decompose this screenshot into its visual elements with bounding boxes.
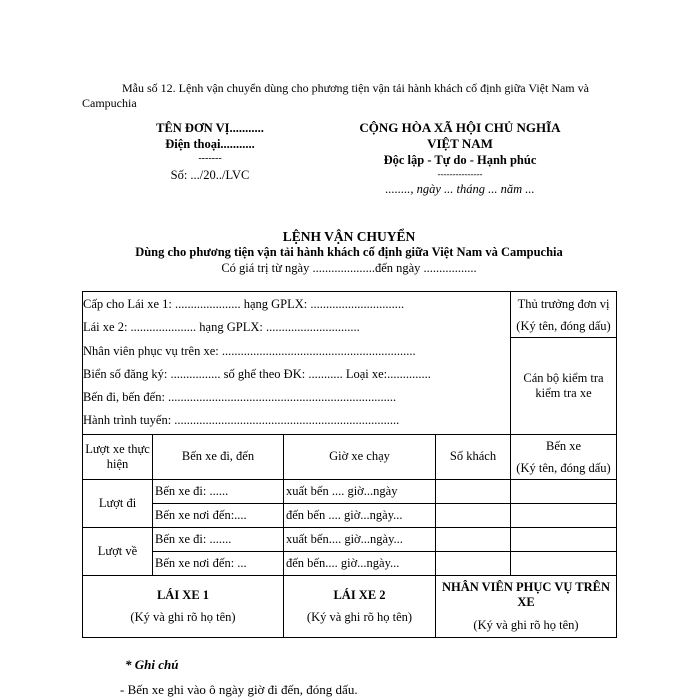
form-number-note: Mẫu số 12. Lệnh vận chuyển dùng cho phương tiện vận tải hành khách cố định giữa Việt Nam và Campuchia <box>82 81 589 110</box>
place-date: ........, ngày ... tháng ... năm ... <box>385 182 535 196</box>
head-title: Thủ trưởng đơn vị <box>517 296 610 311</box>
document-title: LỆNH VẬN CHUYỂN <box>282 229 416 244</box>
vehicle-line[interactable]: Biển số đăng ký: ................ số ghế theo ĐK: ........... Loại xe:.............. <box>83 366 431 381</box>
head-sign-note: (Ký tên, đóng dấu) <box>516 318 611 333</box>
title-block <box>82 229 616 276</box>
driver1-sign-title: LÁI XE 1 <box>156 588 210 603</box>
outbound-passengers-arrive[interactable] <box>436 503 511 527</box>
return-label: Lượt về <box>83 527 153 575</box>
driver2-signature[interactable] <box>284 575 436 637</box>
notes-title: * Ghi chú <box>125 657 179 672</box>
outbound-stamp-arrive[interactable] <box>511 503 617 527</box>
outbound-label: Lượt đi <box>83 479 153 527</box>
trip-header: Lượt xe thực hiện <box>83 434 153 479</box>
right-header <box>330 120 590 198</box>
bus-station-header <box>511 434 617 479</box>
document-number: Số: .../20../LVC <box>170 168 250 182</box>
return-arrive-station[interactable]: Bến xe nơi đến: ... <box>153 551 284 575</box>
route-stations-line[interactable]: Bến đi, bến đến: ......................................................................... <box>83 390 397 405</box>
inspector-box <box>511 338 617 435</box>
attendant-sign-title: NHÂN VIÊN PHỤC VỤ TRÊN XE <box>441 579 611 609</box>
outbound-stamp-depart[interactable] <box>511 479 617 503</box>
nation-title: CỘNG HÒA XÃ HỘI CHỦ NGHĨA VIỆT NAM <box>359 120 561 151</box>
return-passengers-arrive[interactable] <box>436 551 511 575</box>
outbound-arrive-time[interactable]: đến bến .... giờ...ngày... <box>284 503 436 527</box>
driver2-sign-note: (Ký và ghi rõ họ tên) <box>306 610 413 625</box>
passengers-header: Số khách <box>436 434 511 479</box>
driver2-line[interactable]: Lái xe 2: ..................... hạng GPLX: .............................. <box>83 320 360 335</box>
driver1-signature[interactable] <box>83 575 284 637</box>
return-arrive-time[interactable]: đến bến.... giờ...ngày... <box>284 551 436 575</box>
outbound-passengers-depart[interactable] <box>436 479 511 503</box>
right-divider: --------------- <box>437 169 483 179</box>
bus-station-label: Bến xe <box>545 438 582 453</box>
outbound-arrive-station[interactable]: Bến xe nơi đến:.... <box>153 503 284 527</box>
attendant-signature[interactable] <box>436 575 617 637</box>
info-block <box>83 292 511 435</box>
attendant-line[interactable]: Nhân viên phục vụ trên xe: .............................................................. <box>83 343 416 358</box>
driver1-sign-note: (Ký và ghi rõ họ tên) <box>130 610 236 625</box>
return-depart-station[interactable]: Bến xe đi: ....... <box>153 527 284 551</box>
return-depart-time[interactable]: xuất bến.... giờ...ngày... <box>284 527 436 551</box>
driver2-sign-title: LÁI XE 2 <box>333 588 386 603</box>
notes-line-1: - Bến xe ghi vào ô ngày giờ đi đến, đóng dấu. <box>120 682 358 697</box>
unit-name: TÊN ĐƠN VỊ........... <box>156 121 264 135</box>
itinerary-line[interactable]: Hành trình tuyến: ........................................................................ <box>83 413 400 428</box>
outbound-depart-time[interactable]: xuất bến .... giờ...ngày <box>284 479 436 503</box>
time-header: Giờ xe chạy <box>284 434 436 479</box>
document-subtitle: Dùng cho phương tiện vận tải hành khách cố định giữa Việt Nam và Campuchia <box>135 245 563 259</box>
return-stamp-arrive[interactable] <box>511 551 617 575</box>
bus-station-sign: (Ký tên, đóng dấu) <box>516 460 611 475</box>
transport-order-table <box>82 291 617 638</box>
driver1-line[interactable]: Cấp cho Lái xe 1: ..................... hạng GPLX: .............................. <box>83 297 405 311</box>
inspector-label: Cán bộ kiểm tra kiểm tra xe <box>523 370 604 400</box>
unit-phone: Điện thoại........... <box>165 137 255 151</box>
return-passengers-depart[interactable] <box>436 527 511 551</box>
outbound-depart-station[interactable]: Bến xe đi: ...... <box>153 479 284 503</box>
attendant-sign-note: (Ký và ghi rõ họ tên) <box>473 617 579 632</box>
validity-period: Có giá trị từ ngày ....................đến ngày ................. <box>221 261 477 275</box>
head-of-unit-box <box>511 292 617 338</box>
left-header <box>140 120 280 184</box>
return-stamp-depart[interactable] <box>511 527 617 551</box>
left-divider: ------- <box>198 153 222 164</box>
station-header: Bến xe đi, đến <box>153 434 284 479</box>
national-motto: Độc lập - Tự do - Hạnh phúc <box>383 153 537 167</box>
